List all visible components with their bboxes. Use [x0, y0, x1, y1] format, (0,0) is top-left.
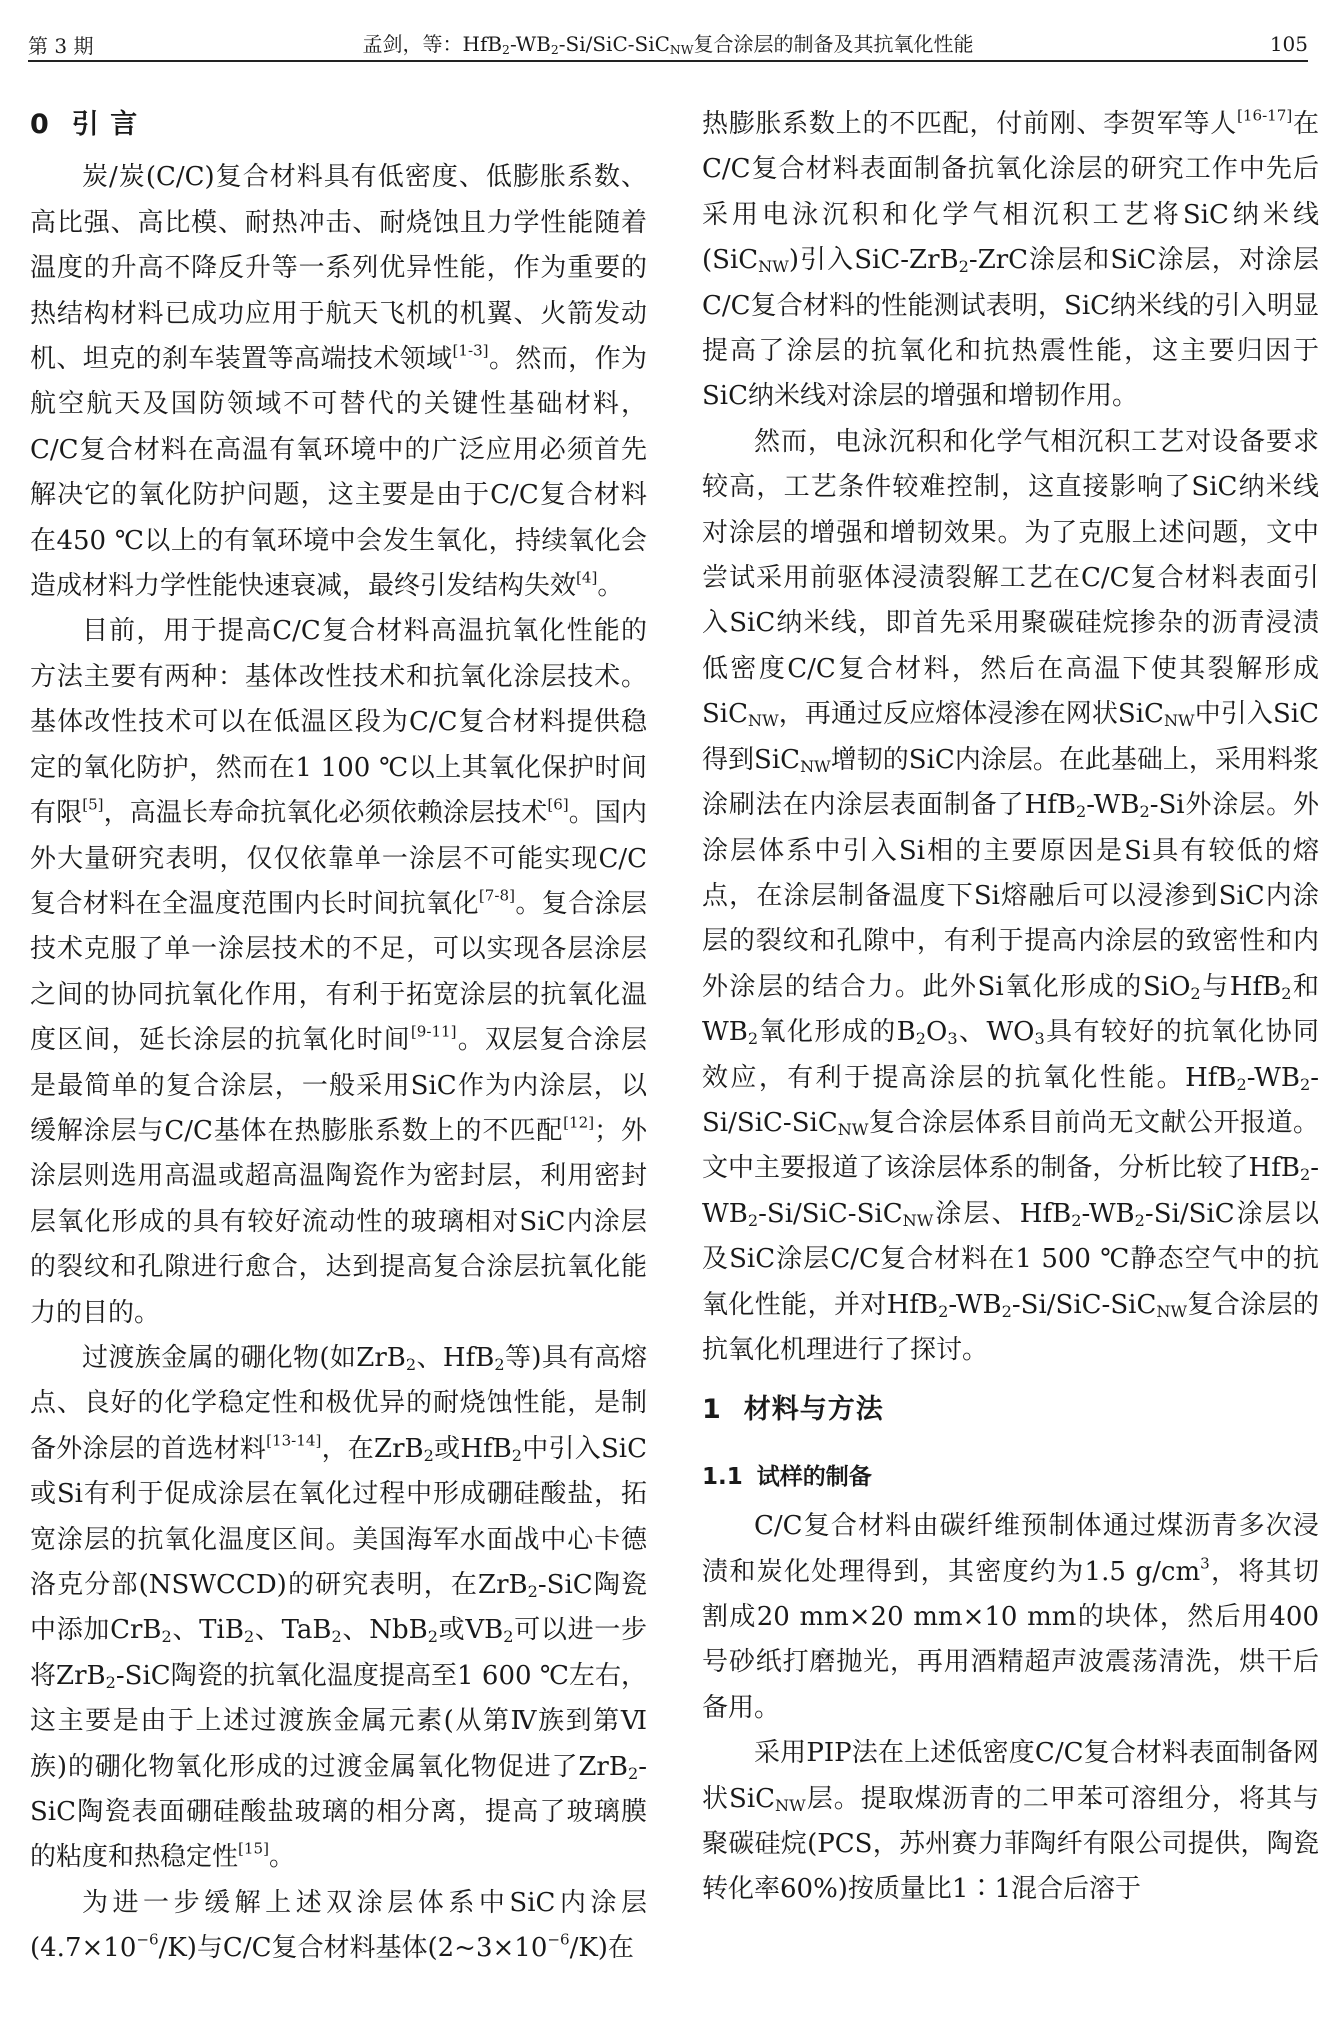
section-1-title: 材料与方法 — [743, 1394, 884, 1426]
paragraph-7: 采用PIP法在上述低密度C/C复合材料表面制备网状SiC$_{NW}$层。提取煤沥青的二甲苯可溶组分，将其与聚碳硅烷(PCS，苏州赛力菲陶纤有限公司提供，陶瓷转化率60%)按质量比1∶1混合后溶于 — [702, 1738, 1319, 1905]
paragraph-4: 为进一步缓解上述双涂层体系中SiC内涂层$(4.7\times 10^{-6}/K)$与C/C复合材料基体$(2\sim 3\times 10^{-6}/K)$在 — [30, 1887, 647, 1964]
paragraph-6: C/C复合材料由碳纤维预制体通过煤沥青多次浸渍和炭化处理得到，其密度约为1.5 $g/cm^3$，将其切割成20 mm×20 mm×10 mm的块体，然后用400号砂纸打磨抛光，再用酒精超声波震荡清洗，烘干后备用。 — [702, 1511, 1319, 1723]
section-1-heading — [702, 1387, 1319, 1432]
left-column — [30, 102, 647, 1972]
section-1-1-title: 试样的制备 — [756, 1463, 872, 1490]
section-0-title: 引 言 — [71, 109, 139, 140]
paragraph-5: 然而，电泳沉积和化学气相沉积工艺对设备要求较高，工艺条件较难控制，这直接影响了SiC纳米线对涂层的增强和增韧效果。为了克服上述问题，文中尝试采用前驱体浸渍裂解工艺在C/C复合材料表面引入SiC纳米线，即首先采用聚碳硅烷掺杂的沥青浸渍低密度C/C复合材料，然后在高温下使其裂解形成SiC$_{NW}$，再通过反应熔体浸渗在网状SiC$_{NW}$中引入SiC得到SiC$_{NW}$增韧的SiC内涂层。在此基础上，采用料浆涂刷法在内涂层表面制备了$HfB_2-WB_2-Si$外涂层。外涂层体系中引入Si相的主要原因是Si具有较低的熔点，在涂层制备温度下Si熔融后可以浸渗到SiC内涂层的裂纹和孔隙中，有利于提高内涂层的致密性和内外涂层的结合力。此外Si氧化形成的SiO$_2$与HfB$_2$和$WB_2$氧化形成的$B_2O_3$、$WO_3$具有较好的抗氧化协同效应，有利于提高涂层的抗氧化性能。$HfB_2-WB_2-Si/SiC-SiC_{NW}$复合涂层体系目前尚无文献公开报道。文中主要报道了该涂层体系的制备，分析比较了$HfB_2-WB_2-Si/SiC-SiC_{NW}$涂层、$HfB_2-WB_2-Si$/SiC涂层以及SiC涂层C/C复合材料在1 500 ℃静态空气中的抗氧化性能，并对$HfB_2-WB_2-Si/SiC-SiC_{NW}$复合涂层的抗氧化机理进行了探讨。 — [702, 426, 1320, 1365]
section-0-number: 0 — [30, 109, 50, 140]
running-header — [28, 22, 1308, 58]
section-1-number: 1 — [702, 1394, 722, 1426]
paragraph-1: 炭/炭(C/C)复合材料具有低密度、低膨胀系数、高比强、高比模、耐热冲击、耐烧蚀且力学性能随着温度的升高不降反升等一系列优异性能，作为重要的热结构材料已成功应用于航天飞机的机翼、火箭发动机、坦克的刹车装置等高端技术领域[1-3]。然而，作为航空航天及国防领域不可替代的关键性基础材料，C/C复合材料在高温有氧环境中的广泛应用必须首先解决它的氧化防护问题，这主要是由于C/C复合材料在450 ℃以上的有氧环境中会发生氧化，持续氧化会造成材料力学性能快速衰减，最终引发结构失效[4]。 — [30, 162, 647, 602]
section-0-heading — [30, 102, 647, 147]
paragraph-3: 过渡族金属的硼化物(如ZrB$_2$、HfB$_2$等)具有高熔点、良好的化学稳定性和极优异的耐烧蚀性能，是制备外涂层的首选材料[13-14]，在ZrB$_2$或HfB$_2$中引入SiC或Si有利于促成涂层在氧化过程中形成硼硅酸盐，拓宽涂层的抗氧化温度区间。美国海军水面战中心卡德洛克分部(NSWCCD)的研究表明，在ZrB$_2$-SiC陶瓷中添加CrB$_2$、TiB$_2$、TaB$_2$、NbB$_2$或$VB_2$可以进一步将ZrB$_2$-SiC陶瓷的抗氧化温度提高至1 600 ℃左右，这主要是由于上述过渡族金属元素(从第Ⅳ族到第Ⅵ族)的硼化物氧化形成的过渡金属氧化物促进了ZrB$_2$-SiC陶瓷表面硼硅酸盐玻璃的相分离，提高了玻璃膜的粘度和热稳定性[15]。 — [30, 1342, 647, 1873]
paragraph-4-cont: 热膨胀系数上的不匹配，付前刚、李贺军等人[16-17]在C/C复合材料表面制备抗氧化涂层的研究工作中先后采用电泳沉积和化学气相沉积工艺将SiC纳米线(SiC$_{NW}$)引入SiC-ZrB$_2$-ZrC涂层和SiC涂层，对涂层C/C复合材料的性能测试表明，SiC纳米线的引入明显提高了涂层的抗氧化和抗热震性能，这主要归因于SiC纳米线对涂层的增强和增韧作用。 — [702, 106, 1319, 412]
issue-number: 第 3 期 — [28, 34, 94, 58]
section-1-1-heading — [702, 1455, 1319, 1500]
running-title: 孟剑，等：$HfB_2-WB_2-Si/SiC-SiC_{NW}$复合涂层的制备及其抗氧化性能 — [362, 32, 974, 58]
section-1-1-number: 1.1 — [702, 1463, 743, 1490]
right-column — [702, 102, 1319, 1913]
paragraph-2: 目前，用于提高C/C复合材料高温抗氧化性能的方法主要有两种：基体改性技术和抗氧化涂层技术。基体改性技术可以在低温区段为C/C复合材料提供稳定的氧化防护，然而在1 100 ℃以上其氧化保护时间有限[5]，高温长寿命抗氧化必须依赖涂层技术[6]。国内外大量研究表明，仅仅依靠单一涂层不可能实现C/C复合材料在全温度范围内长时间抗氧化[7-8]。复合涂层技术克服了单一涂层技术的不足，可以实现各层涂层之间的协同抗氧化作用，有利于拓宽涂层的抗氧化温度区间，延长涂层的抗氧化时间[9-11]。双层复合涂层是最简单的复合涂层，一般采用SiC作为内涂层，以缓解涂层与C/C基体在热膨胀系数上的不匹配[12]；外涂层则选用高温或超高温陶瓷作为密封层，利用密封层氧化形成的具有较好流动性的玻璃相对SiC内涂层的裂纹和孔隙进行愈合，达到提高复合涂层抗氧化能力的目的。 — [30, 616, 647, 1328]
header-rule — [28, 60, 1308, 62]
page-number: 105 — [1269, 32, 1308, 56]
